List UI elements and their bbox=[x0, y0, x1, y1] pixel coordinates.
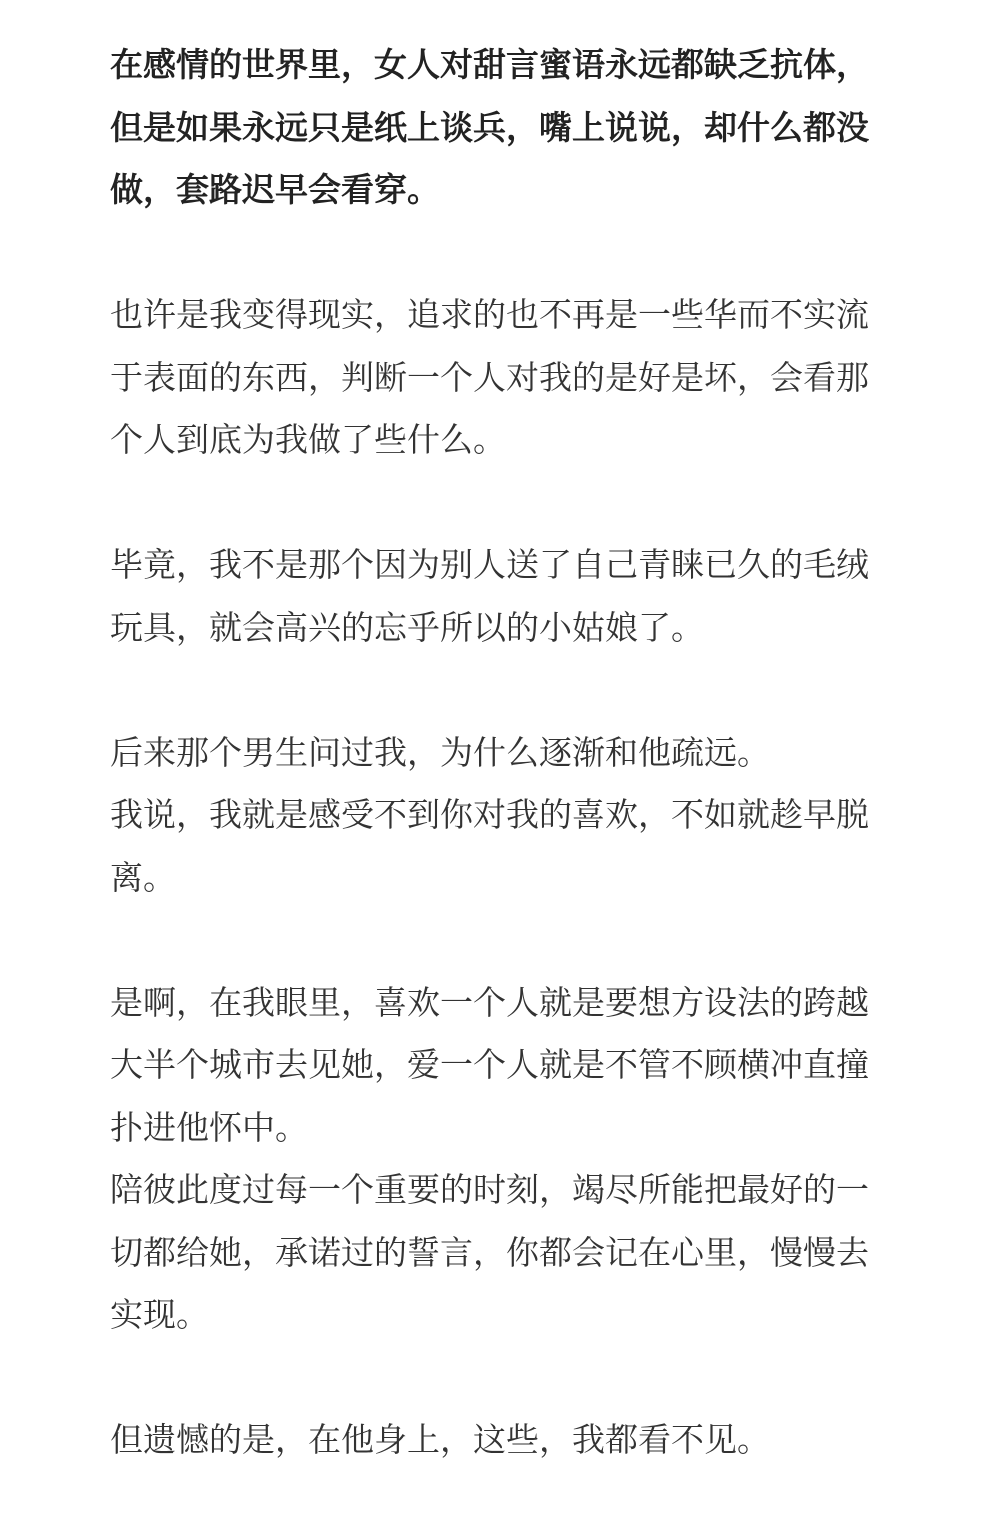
text-line: 也许是我变得现实，追求的也不再是一些华而不实流 bbox=[110, 295, 869, 334]
text-line: 但遗憾的是，在他身上，这些，我都看不见。 bbox=[110, 1420, 770, 1459]
text-line: 我说，我就是感受不到你对我的喜欢，不如就趁早脱 bbox=[110, 795, 869, 834]
text-line: 毕竟，我不是那个因为别人送了自己青睐已久的毛绒 bbox=[110, 545, 869, 584]
text-line: 在感情的世界里，女人对甜言蜜语永远都缺乏抗体， bbox=[110, 45, 869, 84]
text-line: 陪彼此度过每一个重要的时刻，竭尽所能把最好的一 bbox=[110, 1170, 869, 1209]
paragraph-1 bbox=[110, 34, 900, 222]
text-line: 个人到底为我做了些什么。 bbox=[110, 420, 506, 459]
paragraph-6 bbox=[110, 1409, 900, 1472]
article-body bbox=[110, 34, 900, 1472]
text-line: 实现。 bbox=[110, 1295, 209, 1334]
text-line: 后来那个男生问过我，为什么逐渐和他疏远。 bbox=[110, 732, 770, 772]
paragraph-2 bbox=[110, 284, 900, 472]
paragraph-4 bbox=[110, 722, 900, 910]
text-line: 扑进他怀中。 bbox=[110, 1107, 308, 1147]
paragraph-3 bbox=[110, 534, 900, 659]
text-line: 大半个城市去见她，爱一个人就是不管不顾横冲直撞 bbox=[110, 1045, 869, 1084]
text-line: 做，套路迟早会看穿。 bbox=[110, 170, 440, 209]
text-line: 于表面的东西，判断一个人对我的是好是坏，会看那 bbox=[110, 357, 869, 397]
text-line: 离。 bbox=[110, 857, 176, 897]
text-line: 玩具，就会高兴的忘乎所以的小姑娘了。 bbox=[110, 607, 704, 647]
text-line: 切都给她，承诺过的誓言，你都会记在心里，慢慢去 bbox=[110, 1232, 869, 1272]
text-line: 但是如果永远只是纸上谈兵，嘴上说说，却什么都没 bbox=[110, 107, 869, 147]
text-line: 是啊，在我眼里，喜欢一个人就是要想方设法的跨越 bbox=[110, 982, 869, 1022]
paragraph-5 bbox=[110, 972, 900, 1347]
